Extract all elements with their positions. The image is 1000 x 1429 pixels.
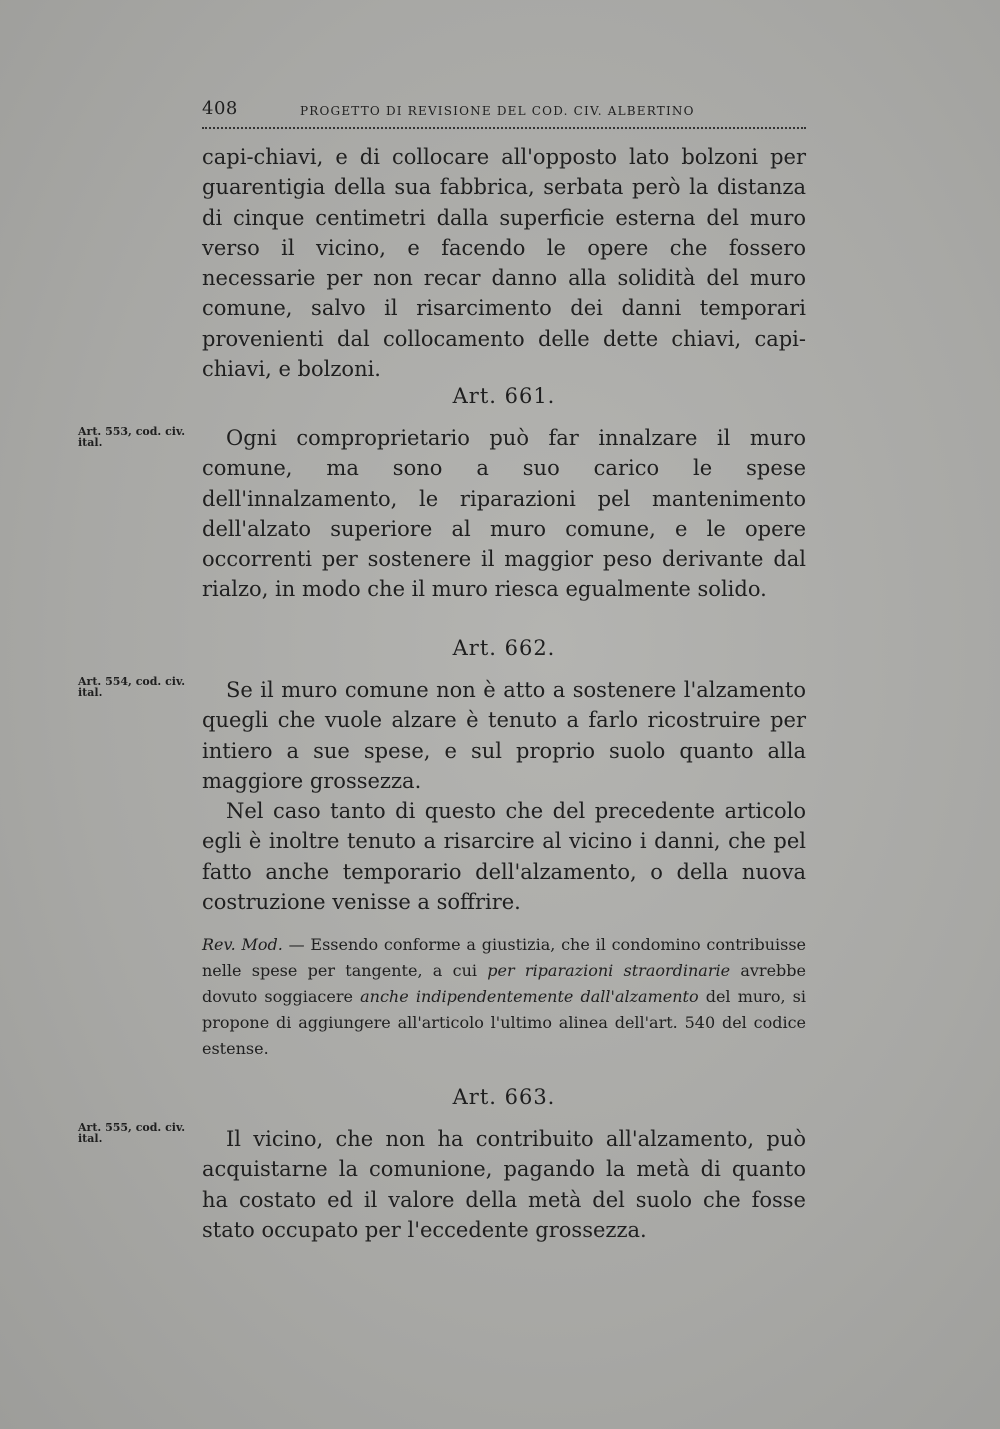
paragraph: Il vicino, che non ha contribuito all'alzamento, può acquistarne la comunione, pagando la metà di quanto ha costato ed il valore della metà del suolo che fosse stato occupato per l'eccedente grossezza. bbox=[202, 1127, 806, 1242]
article-body-662 bbox=[202, 675, 806, 917]
opening-paragraph bbox=[202, 142, 806, 384]
paragraph: Ogni comproprietario può far innalzare il muro comune, ma sono a suo carico le spese dell'innalzamento, le riparazioni pel mantenimento dell'alzato superiore al muro comune, e le opere occorrenti per sostenere il maggior peso derivante dal rialzo, in modo che il muro riesca egualmente solido. bbox=[202, 426, 806, 602]
article-body-663 bbox=[202, 1124, 806, 1245]
page-number: 408 bbox=[202, 98, 238, 119]
note-text: — Essendo conforme a giustizia, che il condomino contribuisse nelle spese per tangente, a cui bbox=[202, 935, 807, 980]
page-header bbox=[202, 98, 806, 124]
margin-reference-663: Art. 555, cod. civ. ital. bbox=[78, 1121, 186, 1145]
article-heading-663: Art. 663. bbox=[452, 1085, 556, 1109]
margin-reference-662: Art. 554, cod. civ. ital. bbox=[78, 675, 186, 699]
running-title: PROGETTO DI REVISIONE DEL COD. CIV. ALBERTINO bbox=[300, 104, 695, 118]
paragraph: Se il muro comune non è atto a sostenere l'alzamento quegli che vuole alzare è tenuto a farlo ricostruire per intiero a sue spese, e sul proprio suolo quanto alla maggiore grossezza. bbox=[202, 678, 806, 793]
paragraph: Nel caso tanto di questo che del precedente articolo egli è inoltre tenuto a risarcire al vicino i danni, che pel fatto anche temporario dell'alzamento, o della nuova costruzione venisse a soffrire. bbox=[202, 799, 806, 915]
paragraph: capi-chiavi, e di collocare all'opposto lato bolzoni per guarentigia della sua fabbrica, serbata però la distanza di cinque centimetri dalla superficie esterna del muro verso il vicino, e facendo le opere che fossero necessarie per non recar danno alla solidità del muro comune, salvo il risarcimento dei danni temporari provenienti dal collocamento delle dette chiavi, capi-chiavi, e bolzoni. bbox=[202, 145, 806, 382]
margin-reference-661: Art. 553, cod. civ. ital. bbox=[78, 425, 186, 449]
header-rule bbox=[202, 127, 806, 129]
article-heading-661: Art. 661. bbox=[452, 384, 556, 408]
article-heading-662: Art. 662. bbox=[452, 636, 556, 660]
note-italic: per riparazioni straordinarie bbox=[487, 961, 731, 980]
note-italic: anche indipendentemente dall'alzamento bbox=[360, 987, 699, 1006]
article-body-661 bbox=[202, 423, 806, 605]
note-lead: Rev. Mod. bbox=[202, 935, 283, 954]
note-text: avrebbe dovuto soggiacere bbox=[202, 961, 806, 1006]
note-text: del muro, si propone di aggiungere all'articolo l'ultimo alinea dell'art. 540 del codice estense. bbox=[202, 987, 807, 1058]
revision-note bbox=[202, 932, 806, 1062]
